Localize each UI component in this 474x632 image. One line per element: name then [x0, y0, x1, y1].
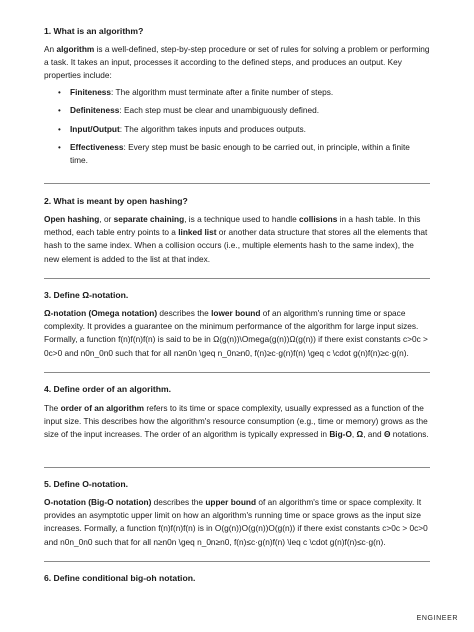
section-heading: 1. What is an algorithm?: [44, 26, 144, 36]
section-heading: 4. Define order of an algorithm.: [44, 384, 172, 394]
section-paragraph: Open hashing, or separate chaining, is a technique used to handle collisions in a hash table. In this method, each table entry points to a linked list or another data structure that stores all the elements that hash to the same index. When a collision occurs (i.e., multiple elements hash to the same index), the new element is added to the list at that index.: [44, 214, 428, 264]
section-divider: [44, 183, 430, 184]
bold-term: linked list: [178, 227, 217, 238]
bold-term: Ω-notation (Omega notation): [44, 308, 158, 318]
section-paragraph: An algorithm is a well-defined, step-by-step procedure or set of rules for solving a problem or performing a task. It takes an input, processes it according to the defined steps, and produces an output. Key properties include:: [44, 44, 430, 81]
list-item: • Definiteness: Each step must be clear and unambiguously defined.: [58, 104, 430, 117]
section-heading: 6. Define conditional big-oh notation.: [44, 573, 196, 583]
section-divider: [44, 467, 430, 468]
brand-watermark: ENGINEER: [416, 615, 458, 622]
section-heading: 5. Define O-notation.: [44, 479, 129, 489]
bullet-icon: •: [58, 88, 61, 97]
bold-term: Input/Output: [70, 123, 120, 134]
bold-term: Definiteness: [70, 105, 120, 116]
bold-term: Θ: [383, 429, 391, 440]
bullet-icon: •: [58, 106, 61, 116]
list-item: • Input/Output: The algorithm takes inputs and produces outputs.: [58, 123, 430, 136]
section-divider: [44, 561, 430, 562]
list-item: • Finiteness: The algorithm must terminate after a finite number of steps.: [58, 86, 430, 99]
section-heading: 3. Define Ω-notation.: [44, 290, 129, 300]
bullet-icon: •: [58, 143, 61, 153]
section-divider: [44, 372, 430, 373]
bold-term: O-notation (Big-O notation): [44, 497, 152, 507]
section-paragraph: O-notation (Big-O notation) describes the upper bound of an algorithm's time or space complexity. It provides an asymptotic upper limit on how an algorithm's running time or space grows as the input size increases. Formally, a function f(n)f(n)f(n) is in O(g(n))O(g(n))O(g(n)) if there exist constants c>0c > 0c>0 and n0n_0n0 such that for all n≥n0n \geq n_0n≥n0, f(n)≤c·g(n)f(n) \leq c \cdot g(n)f(n)≤c·g(n).: [44, 497, 428, 547]
section-heading: 2. What is meant by open hashing?: [44, 196, 188, 206]
section-paragraph: The order of an algorithm refers to its time or space complexity, usually expressed as a function of the input size. This describes how the algorithm's resource consumption (e.g., time or memory) grows as the size of the input increases. The order of an algorithm is typically expressed in Big-O, Ω, and Θ notations.: [44, 403, 429, 440]
bold-term: collisions: [299, 214, 338, 224]
bold-term: separate chaining: [113, 214, 185, 224]
bold-term: Ω: [356, 429, 364, 440]
bold-term: order of an algorithm: [60, 403, 145, 413]
bold-term: Effectiveness: [70, 142, 124, 153]
section-paragraph: Ω-notation (Omega notation) describes the lower bound of an algorithm's running time or space complexity. It provides a guarantee on the minimum performance of the algorithm for large input sizes. Formally, a function f(n)f(n)f(n) is said to be in Ω(g(n))\Omega(g(n))Ω(g(n)) if there exist constants c>0c > 0c>0 and n0n_0n0 such that for all n≥n0n \geq n_0n≥n0, f(n)≥c·g(n)f(n) \geq c \cdot g(n)f(n)≥c·g(n).: [44, 308, 428, 358]
property-list: [58, 86, 430, 173]
bold-term: Open hashing: [44, 214, 100, 224]
bold-term: lower bound: [211, 308, 261, 318]
bold-term: algorithm: [56, 44, 95, 54]
list-item: • Effectiveness: Every step must be basic enough to be carried out, in principle, within a finite time.: [58, 142, 410, 166]
bold-term: upper bound: [205, 497, 257, 507]
bold-term: Big-O: [329, 429, 352, 440]
bold-term: Finiteness: [70, 87, 112, 97]
section-divider: [44, 278, 430, 279]
bullet-icon: •: [58, 124, 61, 134]
